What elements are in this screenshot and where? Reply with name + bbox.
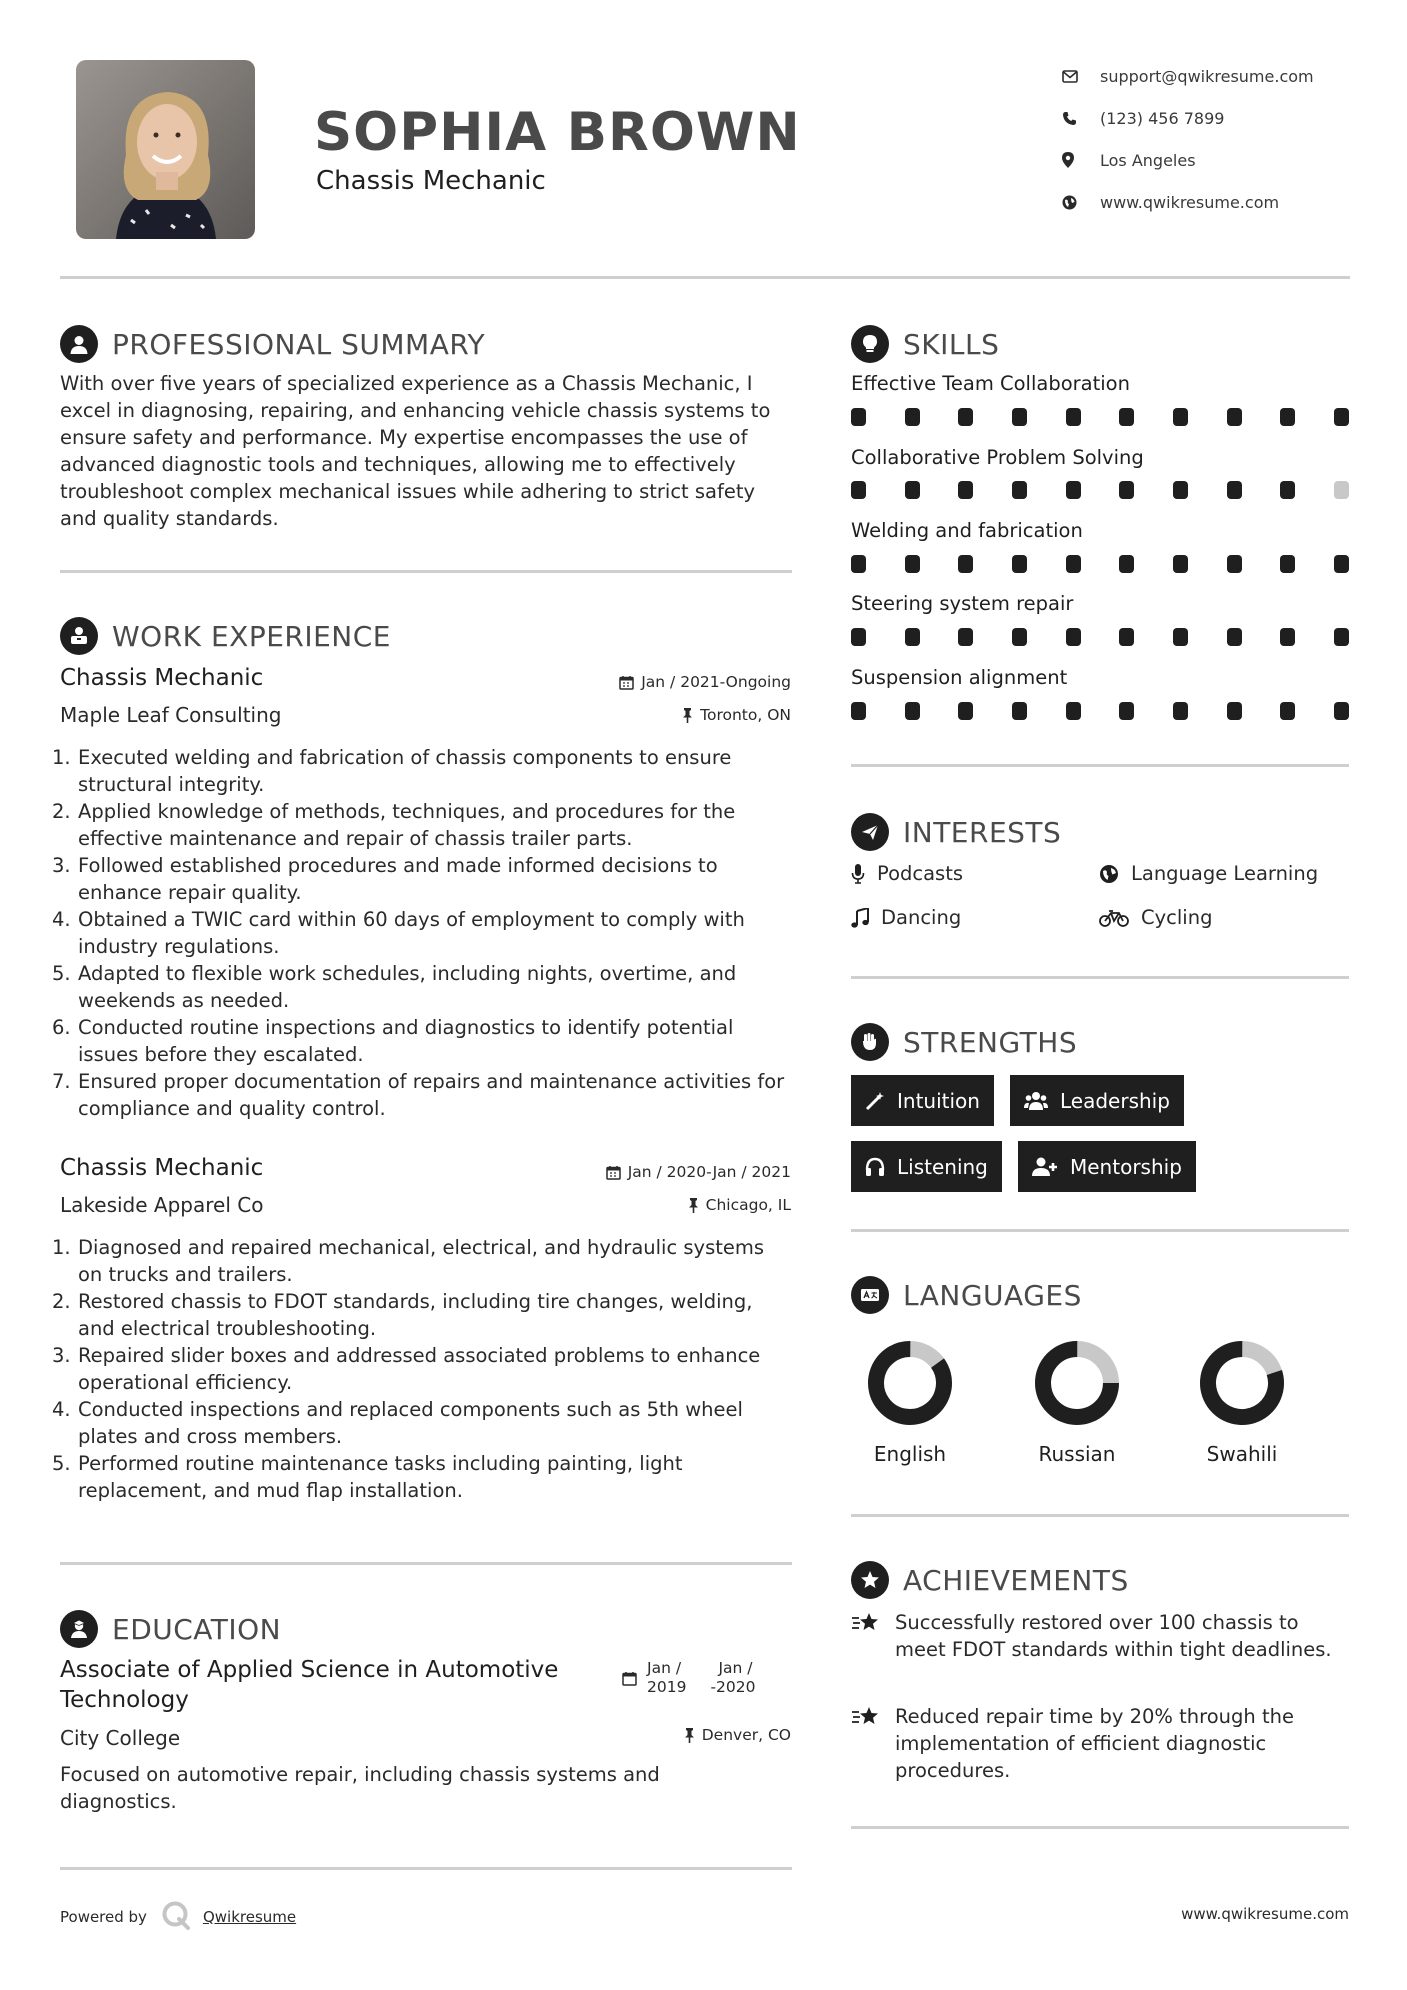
job-2-title: Chassis Mechanic bbox=[60, 1155, 264, 1181]
job-1-bullets bbox=[52, 744, 792, 1122]
interests-title: INTERESTS bbox=[903, 815, 1062, 849]
skill-dot bbox=[1012, 481, 1027, 499]
contact-block bbox=[1062, 55, 1314, 223]
achievement-item: Reduced repair time by 20% through the implementation of efficient diagnostic procedures. bbox=[851, 1703, 1351, 1784]
school-name: City College bbox=[60, 1726, 181, 1750]
star-badge-icon bbox=[851, 1561, 889, 1599]
education-location-text: Denver, CO bbox=[701, 1726, 791, 1744]
contact-location-text: Los Angeles bbox=[1100, 150, 1196, 170]
education-location bbox=[684, 1726, 791, 1744]
skill-dot bbox=[958, 408, 973, 426]
skill-dot bbox=[1227, 555, 1242, 573]
language-label: Russian bbox=[1038, 1442, 1116, 1466]
education-description: Focused on automotive repair, including chassis systems and diagnostics. bbox=[60, 1763, 660, 1813]
microphone-icon bbox=[851, 864, 865, 884]
skill-dot bbox=[958, 481, 973, 499]
footer-website[interactable]: www.qwikresume.com bbox=[1181, 1905, 1349, 1923]
strength-badge-mentorship: Mentorship bbox=[1018, 1141, 1196, 1192]
skill-dot bbox=[1334, 628, 1349, 646]
skill-dot bbox=[1119, 481, 1134, 499]
bicycle-icon bbox=[1099, 909, 1129, 927]
language-label: Swahili bbox=[1206, 1442, 1278, 1466]
contact-email-text: support@qwikresume.com bbox=[1100, 66, 1314, 86]
job-2-date-text: Jan / 2020-Jan / 2021 bbox=[627, 1163, 791, 1181]
skill-dot bbox=[905, 628, 920, 646]
graduate-icon bbox=[60, 1610, 98, 1648]
skill-dot bbox=[1012, 408, 1027, 426]
skill-dot bbox=[1227, 628, 1242, 646]
skill-dot bbox=[1173, 408, 1188, 426]
skill-dot bbox=[1334, 702, 1349, 720]
skills-title: SKILLS bbox=[903, 327, 1000, 361]
user-circle-icon bbox=[60, 325, 98, 363]
skill-dot bbox=[851, 555, 866, 573]
strength-badge-listening: Listening bbox=[851, 1141, 1002, 1192]
skill-dot bbox=[1334, 481, 1349, 499]
skill-dot bbox=[1012, 555, 1027, 573]
job-1-date-text: Jan / 2021-Ongoing bbox=[641, 673, 791, 691]
list-item: 5. Adapted to flexible work schedules, including nights, overtime, and weekends as needed. bbox=[52, 962, 737, 1012]
skill-dot bbox=[851, 628, 866, 646]
strength-badge-intuition: Intuition bbox=[851, 1075, 994, 1126]
summary-heading bbox=[60, 325, 485, 363]
skill-dot bbox=[905, 481, 920, 499]
skill-dot bbox=[1012, 628, 1027, 646]
skill-dot bbox=[851, 481, 866, 499]
powered-by-text: Powered by bbox=[60, 1908, 147, 1926]
skill-dot bbox=[1066, 481, 1081, 499]
paper-plane-icon bbox=[851, 813, 889, 851]
languages-heading bbox=[851, 1276, 1082, 1314]
interest-cycling: Cycling bbox=[1099, 906, 1212, 929]
summary-divider bbox=[60, 570, 792, 573]
pushpin-icon bbox=[688, 1198, 699, 1213]
experience-heading bbox=[60, 617, 391, 655]
candidate-title: Chassis Mechanic bbox=[316, 166, 546, 196]
degree-title: Associate of Applied Science in Automotive Technology bbox=[60, 1657, 559, 1713]
skill-dot bbox=[1066, 628, 1081, 646]
skill-rating bbox=[851, 408, 1349, 426]
skill-dot bbox=[1334, 555, 1349, 573]
achievement-item: Successfully restored over 100 chassis to meet FDOT standards within tight deadlines. bbox=[851, 1609, 1351, 1663]
list-item: 1. Executed welding and fabrication of chassis components to ensure structural integrity. bbox=[52, 746, 732, 796]
headphones-icon bbox=[865, 1157, 885, 1177]
skill-dot bbox=[851, 702, 866, 720]
skills-divider bbox=[851, 764, 1349, 767]
qwikresume-link[interactable]: Qwikresume bbox=[202, 1908, 297, 1926]
users-icon bbox=[1024, 1091, 1048, 1111]
pushpin-icon bbox=[682, 708, 693, 723]
header-divider bbox=[60, 276, 1350, 279]
contact-website-text: www.qwikresume.com bbox=[1100, 192, 1280, 212]
skill-dot bbox=[1280, 408, 1295, 426]
education-heading bbox=[60, 1610, 281, 1648]
skill-name: Suspension alignment bbox=[851, 666, 1068, 689]
skill-dot bbox=[1227, 408, 1242, 426]
job-1-date bbox=[619, 673, 791, 691]
list-item: 7. Ensured proper documentation of repairs and maintenance activities for compliance and quality control. bbox=[52, 1070, 785, 1120]
skill-dot bbox=[1173, 702, 1188, 720]
skill-name: Steering system repair bbox=[851, 592, 1074, 615]
globe-icon bbox=[1099, 864, 1119, 884]
shooting-star-icon bbox=[851, 1609, 895, 1663]
user-plus-icon bbox=[1032, 1157, 1058, 1177]
experience-divider bbox=[60, 1562, 792, 1565]
language-russian bbox=[997, 1340, 1157, 1466]
skill-dot bbox=[1119, 628, 1134, 646]
strengths-title: STRENGTHS bbox=[903, 1025, 1078, 1059]
list-item: 5. Performed routine maintenance tasks including painting, light replacement, and mud flap installation. bbox=[52, 1452, 683, 1502]
language-ring-fill bbox=[867, 1340, 953, 1426]
list-item: 6. Conducted routine inspections and diagnostics to identify potential issues before they escalated. bbox=[52, 1016, 734, 1066]
education-date: Jan / 2019 Jan / -2020 bbox=[622, 1659, 756, 1697]
skill-dot bbox=[1119, 555, 1134, 573]
skills-heading bbox=[851, 325, 999, 363]
skill-dot bbox=[1173, 481, 1188, 499]
skill-dot bbox=[1280, 481, 1295, 499]
job-1-location bbox=[682, 706, 791, 724]
achievements-heading bbox=[851, 1561, 1129, 1599]
skill-dot bbox=[1066, 555, 1081, 573]
qwikresume-logo-icon bbox=[161, 1900, 191, 1934]
contact-phone-text: (123) 456 7899 bbox=[1100, 108, 1225, 128]
languages-title: LANGUAGES bbox=[903, 1278, 1082, 1312]
language-ring bbox=[867, 1340, 953, 1426]
skill-dot bbox=[1227, 481, 1242, 499]
list-item: 1. Diagnosed and repaired mechanical, electrical, and hydraulic systems on trucks and trailers. bbox=[52, 1236, 765, 1286]
language-swahili bbox=[1162, 1340, 1322, 1466]
skill-rating bbox=[851, 702, 1349, 720]
skill-dot bbox=[905, 702, 920, 720]
map-pin-icon bbox=[1062, 152, 1100, 168]
skill-dot bbox=[1173, 628, 1188, 646]
achievements-title: ACHIEVEMENTS bbox=[903, 1563, 1129, 1597]
skill-dot bbox=[1066, 408, 1081, 426]
skill-dot bbox=[1334, 408, 1349, 426]
summary-text: With over five years of specialized experience as a Chassis Mechanic, I excel in diagnosing, repairing, and enhancing vehicle chassis systems to ensure safety and performance. My expertise encompasses the use of advanced diagnostic tools and techniques, allowing me to effectively troubleshoot complex mechanical issues while adhering to strict safety and quality standards. bbox=[60, 372, 771, 530]
language-ring-fill bbox=[1199, 1340, 1285, 1426]
skill-dot bbox=[1119, 408, 1134, 426]
lightbulb-icon bbox=[851, 325, 889, 363]
skill-dot bbox=[958, 555, 973, 573]
globe-icon bbox=[1062, 195, 1100, 210]
skill-dot bbox=[1012, 702, 1027, 720]
skill-dot bbox=[1173, 555, 1188, 573]
language-label: English bbox=[873, 1442, 947, 1466]
job-2-bullets bbox=[52, 1234, 792, 1504]
languages-divider bbox=[851, 1514, 1349, 1517]
list-item: 2. Applied knowledge of methods, techniques, and procedures for the effective maintenance and repair of chassis trailer parts. bbox=[52, 800, 736, 850]
list-item: 2. Restored chassis to FDOT standards, including tire changes, welding, and electrical troubleshooting. bbox=[52, 1290, 753, 1340]
skill-dot bbox=[1119, 702, 1134, 720]
candidate-name: SOPHIA BROWN bbox=[314, 102, 801, 163]
contact-location bbox=[1062, 139, 1314, 181]
translate-icon bbox=[851, 1276, 889, 1314]
contact-email[interactable] bbox=[1062, 55, 1314, 97]
job-2-date bbox=[606, 1163, 791, 1181]
pushpin-icon bbox=[684, 1728, 695, 1743]
envelope-icon bbox=[1062, 70, 1100, 83]
education-divider bbox=[60, 1867, 792, 1870]
skill-dot bbox=[1066, 702, 1081, 720]
contact-phone[interactable] bbox=[1062, 97, 1314, 139]
skill-rating bbox=[851, 628, 1349, 646]
interest-dancing: Dancing bbox=[851, 906, 961, 929]
achievements-divider bbox=[851, 1826, 1349, 1829]
skill-dot bbox=[905, 408, 920, 426]
contact-website[interactable] bbox=[1062, 181, 1314, 223]
skill-rating bbox=[851, 555, 1349, 573]
strength-badge-leadership: Leadership bbox=[1010, 1075, 1184, 1126]
interest-language-learning: Language Learning bbox=[1099, 862, 1318, 885]
experience-title: WORK EXPERIENCE bbox=[112, 619, 391, 653]
strengths-heading bbox=[851, 1023, 1077, 1061]
job-2-location-text: Chicago, IL bbox=[705, 1196, 791, 1214]
profile-photo bbox=[76, 60, 255, 239]
calendar-icon bbox=[619, 675, 634, 690]
phone-icon bbox=[1062, 111, 1100, 126]
list-item: 4. Conducted inspections and replaced components such as 5th wheel plates and cross members. bbox=[52, 1398, 743, 1448]
interest-podcasts: Podcasts bbox=[851, 862, 963, 885]
job-1-location-text: Toronto, ON bbox=[700, 706, 791, 724]
footer-powered-by bbox=[60, 1900, 296, 1934]
job-2-company: Lakeside Apparel Co bbox=[60, 1193, 264, 1217]
strengths-divider bbox=[851, 1229, 1349, 1232]
skill-name: Collaborative Problem Solving bbox=[851, 446, 1144, 469]
skill-dot bbox=[1280, 555, 1295, 573]
interests-divider bbox=[851, 976, 1349, 979]
job-2-location bbox=[688, 1196, 791, 1214]
education-title: EDUCATION bbox=[112, 1612, 282, 1646]
summary-title: PROFESSIONAL SUMMARY bbox=[112, 327, 486, 361]
briefcase-user-icon bbox=[60, 617, 98, 655]
list-item: 3. Followed established procedures and made informed decisions to enhance repair quality. bbox=[52, 854, 718, 904]
skill-dot bbox=[1227, 702, 1242, 720]
job-1-company: Maple Leaf Consulting bbox=[60, 703, 282, 727]
skill-dot bbox=[851, 408, 866, 426]
skill-dot bbox=[905, 555, 920, 573]
skill-rating bbox=[851, 481, 1349, 499]
list-item: 3. Repaired slider boxes and addressed associated problems to enhance operational efficiency. bbox=[52, 1344, 761, 1394]
interests-heading bbox=[851, 813, 1061, 851]
skill-dot bbox=[1280, 702, 1295, 720]
list-item: 4. Obtained a TWIC card within 60 days of employment to comply with industry regulations. bbox=[52, 908, 745, 958]
language-ring bbox=[1199, 1340, 1285, 1426]
shooting-star-icon bbox=[851, 1703, 895, 1784]
music-icon bbox=[851, 908, 869, 928]
calendar-icon bbox=[606, 1165, 621, 1180]
skill-name: Effective Team Collaboration bbox=[851, 372, 1130, 395]
skill-dot bbox=[958, 628, 973, 646]
skill-dot bbox=[958, 702, 973, 720]
raised-fist-icon bbox=[851, 1023, 889, 1061]
skill-name: Welding and fabrication bbox=[851, 519, 1083, 542]
skill-dot bbox=[1280, 628, 1295, 646]
calendar-icon bbox=[622, 1671, 637, 1686]
job-1-title: Chassis Mechanic bbox=[60, 665, 264, 691]
language-english bbox=[830, 1340, 990, 1466]
magic-wand-icon bbox=[865, 1091, 885, 1111]
language-ring bbox=[1034, 1340, 1120, 1426]
